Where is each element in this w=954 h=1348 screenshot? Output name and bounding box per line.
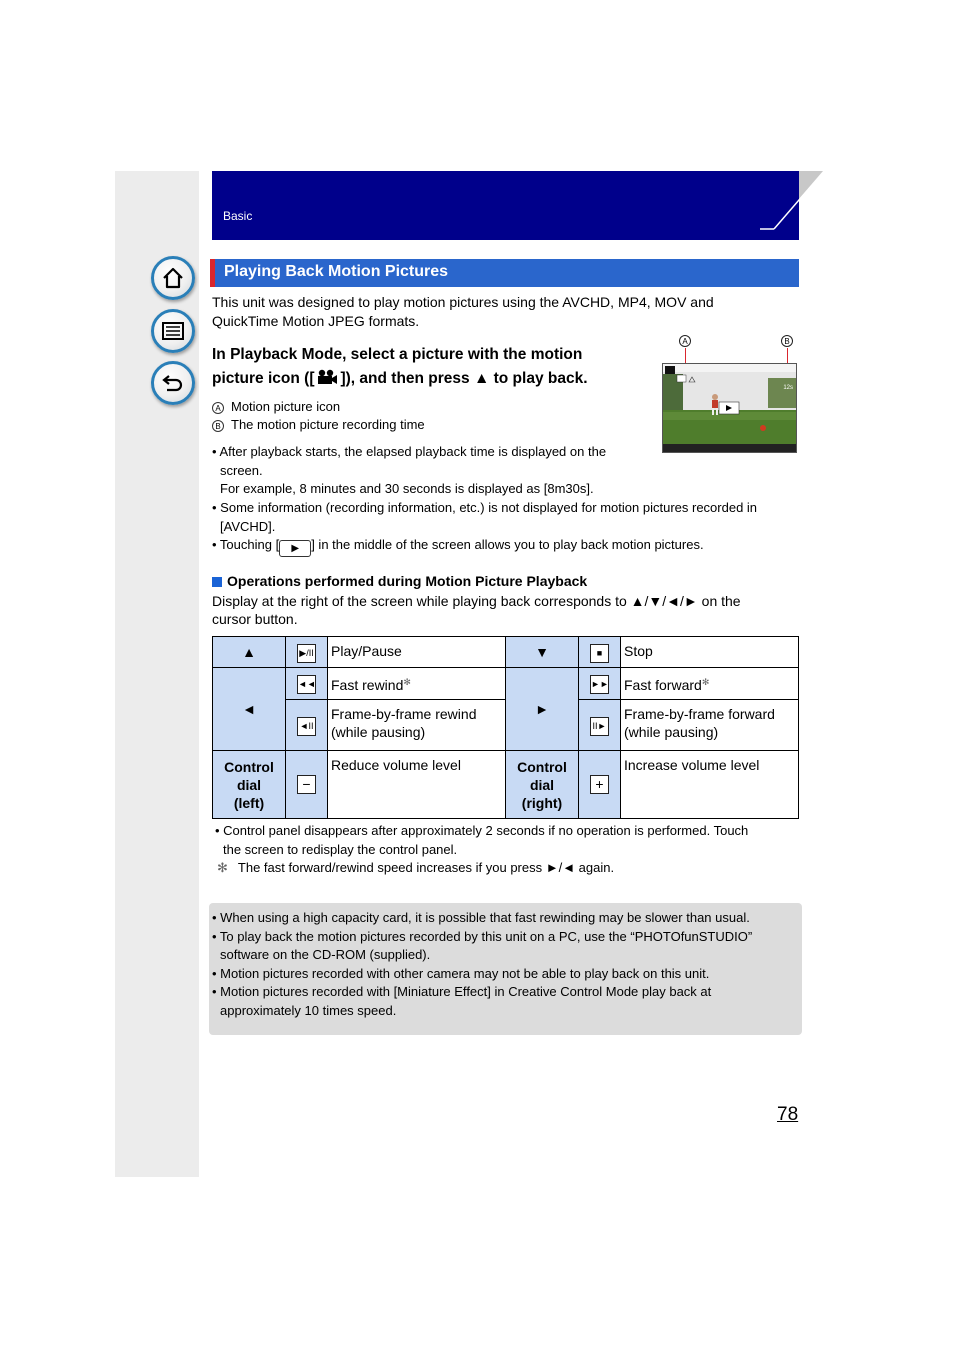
instruction-line-2 <box>212 367 642 391</box>
frame-rewind-icon: ◄II <box>297 717 316 736</box>
speed-note-mark: ✻ <box>217 860 228 875</box>
bullet-1-line-3: For example, 8 minutes and 30 seconds is displayed as [8m30s]. <box>220 481 594 496</box>
touch-play-button[interactable]: ▶ <box>279 540 311 557</box>
section-title-bar <box>210 259 799 287</box>
intro-line-1: This unit was designed to play motion pictures using the AVCHD, MP4, MOV and <box>212 294 714 310</box>
control-panel-note <box>215 822 800 859</box>
section-title: Playing Back Motion Pictures <box>224 263 449 280</box>
dial-left-line-1: Control <box>224 758 274 775</box>
up-key: ▲ <box>213 637 286 668</box>
frame-forward-line-2: (while pausing) <box>624 724 719 740</box>
dial-right-line-1: Control <box>517 758 567 775</box>
dial-left-line-2: dial <box>236 776 262 793</box>
instruction-line-1: In Playback Mode, select a picture with the motion <box>212 346 583 363</box>
table-row <box>213 668 799 700</box>
blue-square-icon <box>212 577 222 587</box>
callout-a: A <box>679 335 691 347</box>
dial-right-line-3: (right) <box>521 794 563 811</box>
operations-heading <box>212 573 587 589</box>
bullet-2-line-2: [AVCHD]. <box>220 518 276 534</box>
instruction-line-2a: picture icon ([ <box>212 370 315 387</box>
play-pause-desc: Play/Pause <box>328 637 506 668</box>
control-dial-right <box>506 751 579 819</box>
bullet-touching <box>212 536 802 557</box>
back-icon <box>161 371 185 395</box>
right-key: ► <box>506 668 579 751</box>
legend-b <box>212 417 425 432</box>
reduce-volume-desc: Reduce volume level <box>328 751 506 819</box>
fast-forward-text: Fast forward <box>624 677 702 693</box>
menu-icon <box>161 319 185 343</box>
legend-b-text: The motion picture recording time <box>231 417 425 432</box>
increase-volume-desc: Increase volume level <box>621 751 799 819</box>
play-pause-icon: ▶/II <box>297 644 316 663</box>
header-corner-decoration <box>760 171 824 240</box>
bullet-playback-time <box>212 443 642 499</box>
bullet-3-pre: • Touching [ <box>212 537 280 552</box>
bullet-3-post: ] in the middle of the screen allows you to play back motion pictures. <box>311 537 704 552</box>
bullet-avchd <box>212 499 802 536</box>
operations-heading-text: Operations performed during Motion Picture Playback <box>227 573 588 589</box>
stop-desc: Stop <box>621 637 799 668</box>
notes-box <box>209 903 802 1035</box>
frame-rewind-line-2: (while pausing) <box>331 724 426 740</box>
callout-b: B <box>781 335 793 347</box>
bullet-2-line-1: • Some information (recording information, etc.) is not displayed for motion pictures recorded in <box>212 500 758 515</box>
asterisk-mark: ✻ <box>701 677 710 687</box>
header-label: Basic <box>223 209 253 223</box>
page-number: 78 <box>777 1104 799 1125</box>
frame-forward-icon: II► <box>590 717 609 736</box>
note-2-line-2: software on the CD-ROM (supplied). <box>220 947 431 962</box>
intro-line-2: QuickTime Motion JPEG formats. <box>212 313 420 329</box>
speed-note-text: The fast forward/rewind speed increases if you press ►/◄ again. <box>237 860 615 875</box>
operations-desc-line-2: cursor button. <box>212 611 298 627</box>
fast-rewind-text: Fast rewind <box>331 677 404 693</box>
note-1: • When using a high capacity card, it is possible that fast rewinding may be slower than usual. <box>212 910 750 925</box>
control-dial-left <box>213 751 286 819</box>
note-4-line-1: • Motion pictures recorded with [Miniature Effect] in Creative Control Mode play back at <box>212 984 712 999</box>
note-3: • Motion pictures recorded with other camera may not be able to play back on this unit. <box>212 966 710 981</box>
bullet-1-line-2: screen. <box>220 462 263 478</box>
table-row <box>213 637 799 668</box>
page-header <box>212 171 799 240</box>
dial-right-line-2: dial <box>529 776 555 793</box>
playback-scene <box>663 364 797 453</box>
fast-forward-desc <box>621 668 799 700</box>
home-icon <box>161 266 185 290</box>
back-button[interactable] <box>151 361 195 405</box>
legend-a-mark: A <box>212 402 224 414</box>
note-2-line-1: • To play back the motion pictures recorded by this unit on a PC, use the “PHOTOfunSTUDIO” <box>212 929 753 944</box>
control-panel-note-line-1: • Control panel disappears after approximately 2 seconds if no operation is performed. Touch <box>215 823 749 838</box>
legend-a <box>212 399 340 414</box>
frame-forward-line-1: Frame-by-frame forward <box>624 706 775 722</box>
fast-forward-icon: ►► <box>590 675 609 694</box>
minus-icon: − <box>297 775 316 794</box>
contents-button[interactable] <box>151 309 195 353</box>
playback-screen-image <box>662 363 797 453</box>
motion-picture-icon <box>316 369 338 385</box>
dial-left-line-3: (left) <box>233 794 265 811</box>
speed-note <box>217 859 802 878</box>
frame-forward-desc <box>621 700 799 751</box>
left-key: ◄ <box>213 668 286 751</box>
control-panel-note-line-2: the screen to redisplay the control panel. <box>223 841 458 857</box>
fast-rewind-desc <box>328 668 506 700</box>
stop-icon: ■ <box>590 644 609 663</box>
plus-icon: + <box>590 775 609 794</box>
fast-rewind-icon: ◄◄ <box>297 675 316 694</box>
operations-desc-line-1: Display at the right of the screen while playing back corresponds to ▲/▼/◄/► on the <box>212 593 741 609</box>
down-key: ▼ <box>506 637 579 668</box>
frame-rewind-line-1: Frame-by-frame rewind <box>331 706 477 722</box>
legend-a-text: Motion picture icon <box>231 399 341 414</box>
frame-rewind-desc <box>328 700 506 751</box>
legend-b-mark: B <box>212 420 224 432</box>
table-row <box>213 751 799 819</box>
bullet-1-line-1: • After playback starts, the elapsed playback time is displayed on the <box>212 444 607 459</box>
asterisk-mark: ✻ <box>403 677 411 687</box>
note-4-line-2: approximately 10 times speed. <box>220 1003 397 1018</box>
instruction <box>212 343 642 391</box>
recording-time: 12s <box>783 385 793 391</box>
operations-table <box>212 636 799 819</box>
home-button[interactable] <box>151 256 195 300</box>
instruction-line-2b: ]), and then press ▲ to play back. <box>340 370 588 387</box>
